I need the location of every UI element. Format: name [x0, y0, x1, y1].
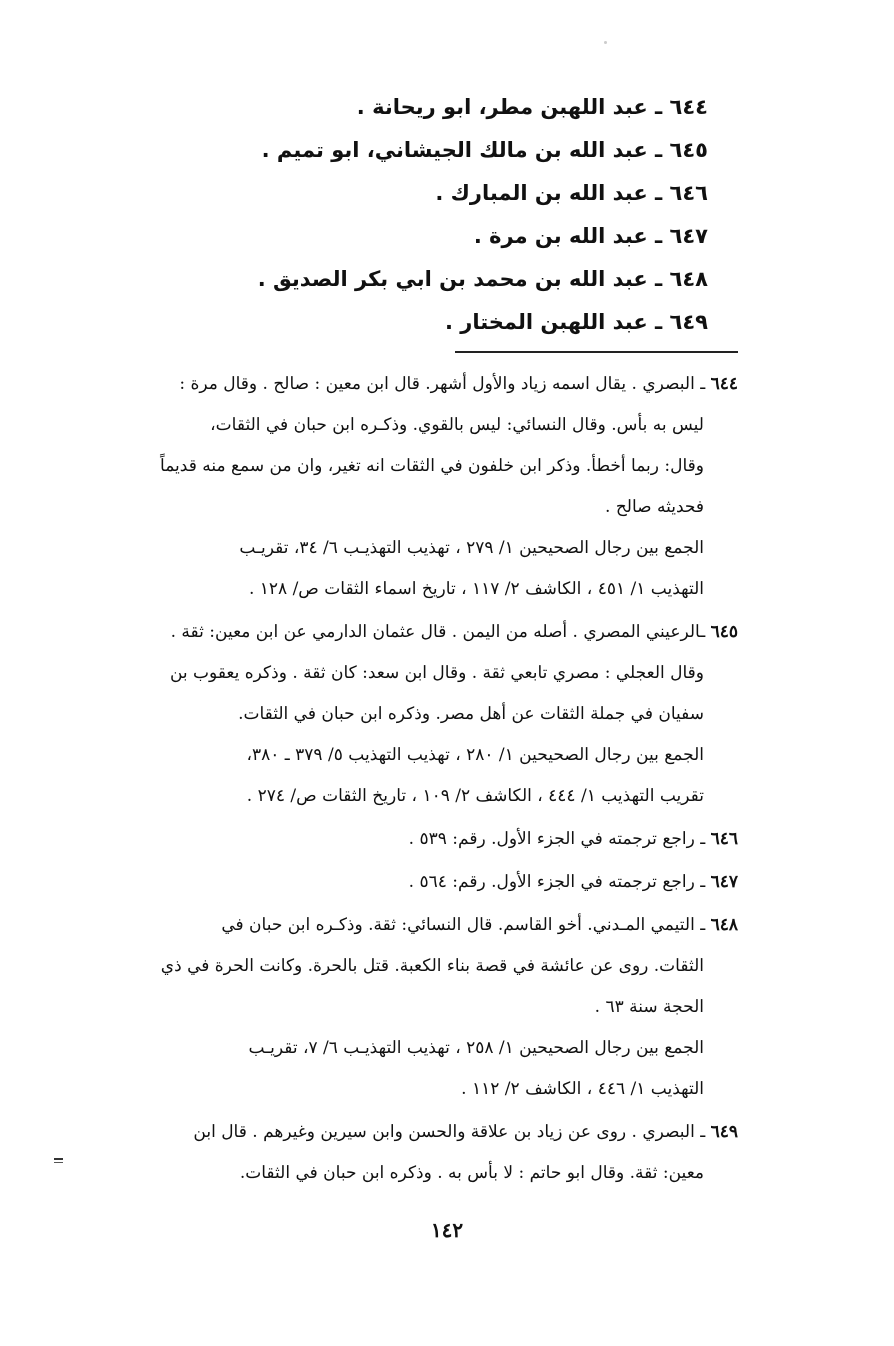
entry-heading: ٦٤٦ ـ عبد الله بن المبارك .: [435, 181, 708, 205]
footnote-line: التهذيب ١/ ٤٤٦ ، الكاشف ٢/ ١١٢ .: [461, 1079, 704, 1099]
footnote-line: [38, 364, 738, 405]
entry-name: عبد اللهبن المختار .: [444, 310, 648, 334]
footnote-line: فحديثه صالح .: [605, 497, 704, 517]
footnote: [38, 819, 738, 860]
footnote-line: [38, 862, 738, 903]
entry-number: ٦٤٧: [669, 224, 708, 248]
footnote-line: الحجة سنة ٦٣ .: [594, 997, 704, 1017]
footnote-line: ليس به بأس. وقال النسائي: ليس بالقوي. وذكـره ابن حبان في الثقات،: [210, 415, 704, 435]
footnote-line: [38, 612, 738, 653]
entry-heading: ٦٤٧ ـ عبد الله بن مرة .: [473, 224, 708, 248]
footnote-line: [38, 819, 738, 860]
footnote-text: ـ راجع ترجمته في الجزء الأول. رقم: ٥٣٩ .: [408, 829, 706, 849]
footnote-line: معين: ثقة. وقال ابو حاتم : لا بأس به . وذكره ابن حبان في الثقات.: [239, 1163, 704, 1183]
footnote-number: ٦٤٨: [710, 915, 738, 935]
entry-number: ٦٤٩: [669, 310, 708, 334]
entry-name: عبد اللهبن مطر، ابو ريحانة .: [356, 95, 648, 119]
footnote-line: التهذيب ١/ ٤٥١ ، الكاشف ٢/ ١١٧ ، تاريخ اسماء الثقات ص/ ١٢٨ .: [248, 579, 704, 599]
paper-speck: [604, 41, 607, 44]
footnote-line: الجمع بين رجال الصحيحين ١/ ٢٨٠ ، تهذيب التهذيب ٥/ ٣٧٩ ـ ٣٨٠،: [246, 745, 704, 765]
footnote-line: الجمع بين رجال الصحيحين ١/ ٢٥٨ ، تهذيب التهذيـب ٦/ ٧، تقريـب: [248, 1038, 704, 1058]
entry-name: عبد الله بن محمد بن ابي بكر الصديق .: [257, 267, 648, 291]
entry-number: ٦٤٦: [669, 181, 708, 205]
footnote-line: وقال العجلي : مصري تابعي ثقة . وقال ابن سعد: كان ثقة . وذكره يعقوب بن: [169, 663, 704, 683]
footnote-text: ـ البصري . روى عن زياد بن علاقة والحسن وابن سيرين وغيرهم . قال ابن: [193, 1122, 706, 1142]
footnote-number: ٦٤٧: [710, 872, 738, 892]
footnote: [38, 905, 738, 1110]
footnote-text: ـالرعيني المصري . أصله من اليمن . قال عثمان الدارمي عن ابن معين: ثقة .: [170, 622, 706, 642]
entry-list: [148, 86, 708, 344]
entry-heading: ٦٤٨ ـ عبد الله بن محمد بن ابي بكر الصديق .: [257, 267, 708, 291]
entry-name: عبد الله بن مالك الجيشاني، ابو تميم .: [261, 138, 648, 162]
entry-number: ٦٤٤: [669, 95, 708, 119]
entry-name: عبد الله بن المبارك .: [435, 181, 648, 205]
entry-heading: ٦٤٩ ـ عبد اللهبن المختار .: [444, 310, 708, 334]
footnote-line: [38, 905, 738, 946]
footnote-number: ٦٤٦: [710, 829, 738, 849]
footnote-line: وقال: ربما أخطأ. وذكر ابن خلفون في الثقات انه تغير، وان من سمع منه قديماً: [160, 456, 704, 476]
footnote-line: الجمع بين رجال الصحيحين ١/ ٢٧٩ ، تهذيب التهذيـب ٦/ ٣٤، تقريـب: [239, 538, 704, 558]
footnote-number: ٦٤٩: [710, 1122, 738, 1142]
footnote-divider: [455, 351, 738, 353]
footnote: [38, 364, 738, 610]
end-mark: [54, 1158, 63, 1160]
footnote: [38, 1112, 738, 1194]
page-number: ١٤٢: [430, 1218, 464, 1242]
footnotes: [38, 364, 738, 1196]
entry-name: عبد الله بن مرة .: [473, 224, 648, 248]
entry-number: ٦٤٨: [669, 267, 708, 291]
footnote-line: تقريب التهذيب ١/ ٤٤٤ ، الكاشف ٢/ ١٠٩ ، تاريخ الثقات ص/ ٢٧٤ .: [246, 786, 704, 806]
footnote-number: ٦٤٥: [710, 622, 738, 642]
footnote-text: ـ البصري . يقال اسمه زياد والأول أشهر. قال ابن معين : صالح . وقال مرة :: [179, 374, 706, 394]
entry-heading: ٦٤٥ ـ عبد الله بن مالك الجيشاني، ابو تميم .: [261, 138, 708, 162]
end-mark: [54, 1162, 63, 1163]
footnote-line: سفيان في جملة الثقات عن أهل مصر. وذكره ابن حبان في الثقات.: [238, 704, 704, 724]
entry-heading: ٦٤٤ ـ عبد اللهبن مطر، ابو ريحانة .: [356, 95, 708, 119]
footnote-text: ـ راجع ترجمته في الجزء الأول. رقم: ٥٦٤ .: [408, 872, 706, 892]
entry-number: ٦٤٥: [669, 138, 708, 162]
footnote: [38, 862, 738, 903]
footnote-text: ـ التيمي المـدني. أخو القاسم. قال النسائي: ثقة. وذكـره ابن حبان في: [221, 915, 706, 935]
footnote-line: [38, 1112, 738, 1153]
footnote: [38, 612, 738, 817]
footnote-line: الثقات. روى عن عائشة في قصة بناء الكعبة. قتل بالحرة. وكانت الحرة في ذي: [160, 956, 704, 976]
footnote-number: ٦٤٤: [710, 374, 738, 394]
